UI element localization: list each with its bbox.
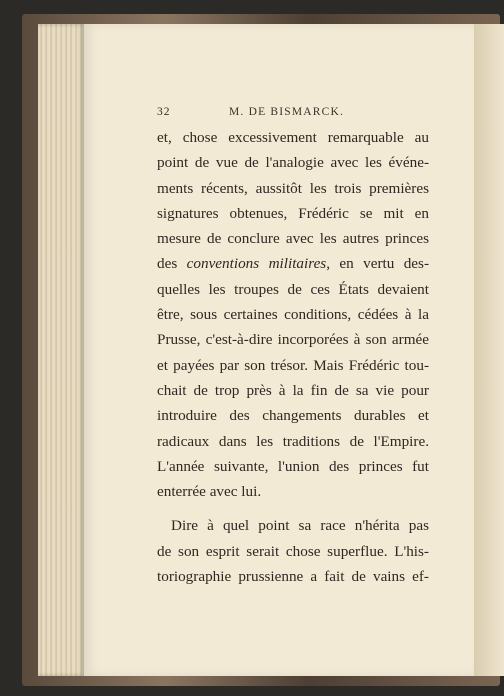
text-line: enterrée avec lui. bbox=[157, 483, 262, 501]
text-line: Dire à quel point sa race n'hérita pas bbox=[171, 517, 429, 535]
text-line: radicaux dans les traditions de l'Empire. bbox=[157, 432, 429, 450]
text-line bbox=[157, 251, 429, 276]
text-line: et payées par son trésor. Mais Frédéric tou- bbox=[157, 356, 429, 374]
text-line: ments récents, aussitôt les trois premières bbox=[157, 179, 429, 197]
italic-term: conventions militaires bbox=[186, 255, 327, 273]
running-title: M. DE BISMARCK. bbox=[229, 106, 345, 118]
text-line: Prusse, c'est-à-dire incorporées à son armée bbox=[157, 331, 429, 349]
text-line: chait de trop près à la fin de sa vie pour bbox=[157, 381, 429, 399]
text-line: et, chose excessivement remarquable au bbox=[157, 129, 429, 146]
text-line: toriographie prussienne a fait de vains ef- bbox=[157, 568, 429, 586]
paragraph-gap bbox=[157, 504, 429, 513]
text-line: quelles les troupes de ces États devaient bbox=[157, 280, 429, 298]
text-line: introduire des changements durables et bbox=[157, 407, 429, 425]
text-fragment: des bbox=[157, 255, 178, 273]
text-line: de son esprit serait chose superflue. L'his- bbox=[157, 542, 429, 560]
page-number: 32 bbox=[157, 106, 171, 118]
next-page-edge bbox=[474, 24, 504, 676]
text-line: L'année suivante, l'union des princes fut bbox=[157, 457, 429, 475]
page-edges bbox=[38, 24, 84, 676]
text-line: être, sous certaines conditions, cédées à la bbox=[157, 306, 429, 324]
text-line: point de vue de l'analogie avec les événe- bbox=[157, 154, 429, 172]
text-line: signatures obtenues, Frédéric se mit en bbox=[157, 204, 429, 222]
running-header bbox=[157, 106, 429, 124]
text-line: mesure de conclure avec les autres princes bbox=[157, 230, 429, 248]
text-fragment: , en vertu des- bbox=[326, 255, 430, 273]
body-text bbox=[157, 125, 429, 589]
